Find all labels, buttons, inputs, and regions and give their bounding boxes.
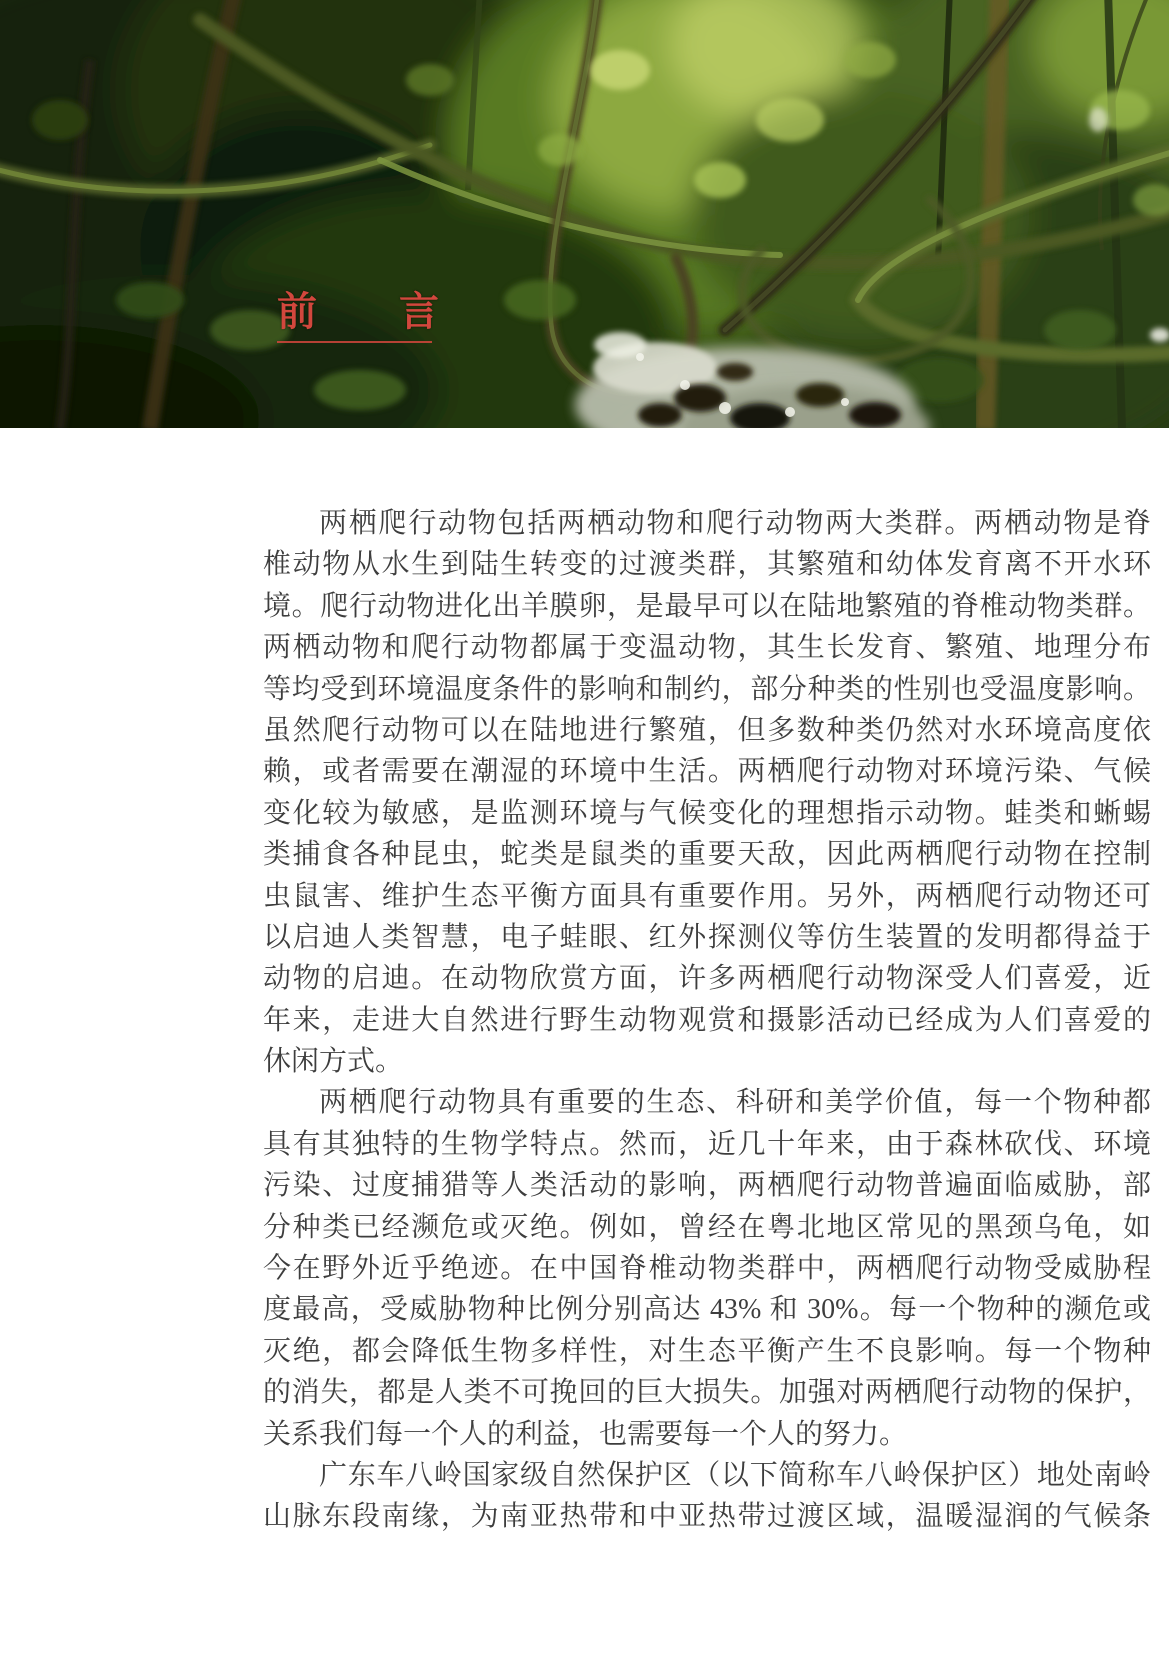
paragraph [263,1455,1151,1538]
text-line: 赖，或者需要在潮湿的环境中生活。两栖爬行动物对环境污染、气候 [263,756,1151,788]
text-line: 年来，走进大自然进行野生动物观赏和摄影活动已经成为人们喜爱的 [263,1004,1151,1036]
text-line: 两栖动物和爬行动物都属于变温动物，其生长发育、繁殖、地理分布 [263,632,1151,664]
forest-photo-illustration [0,0,1169,428]
text-line: 动物的启迪。在动物欣赏方面，许多两栖爬行动物深受人们喜爱，近 [263,963,1151,995]
paragraph [263,1082,1151,1455]
text-line: 今在野外近乎绝迹。在中国脊椎动物类群中，两栖爬行动物受威胁程 [263,1253,1151,1285]
text-line: 灭绝，都会降低生物多样性，对生态平衡产生不良影响。每一个物种 [263,1335,1151,1367]
text-line: 具有其独特的生物学特点。然而，近几十年来，由于森林砍伐、环境 [263,1128,1151,1160]
text-line: 关系我们每一个人的利益，也需要每一个人的努力。 [263,1418,908,1450]
text-line: 变化较为敏感，是监测环境与气候变化的理想指示动物。蛙类和蜥蜴 [263,797,1151,829]
text-line: 两栖爬行动物具有重要的生态、科研和美学价值，每一个物种都 [319,1087,1151,1119]
text-line: 虽然爬行动物可以在陆地进行繁殖，但多数种类仍然对水环境高度依 [263,714,1151,746]
text-line: 度最高，受威胁物种比例分别高达 43% 和 30%。每一个物种的濒危或 [263,1294,1151,1326]
preface-title: 前言 [277,289,521,334]
paragraph [263,503,1151,1082]
text-line: 等均受到环境温度条件的影响和制约，部分种类的性别也受温度影响。 [263,673,1151,705]
text-line: 两栖爬行动物包括两栖动物和爬行动物两大类群。两栖动物是脊 [319,508,1151,539]
forest-photo [0,0,1169,428]
text-line: 类捕食各种昆虫，蛇类是鼠类的重要天敌，因此两栖爬行动物在控制 [263,839,1151,871]
text-line: 椎动物从水生到陆生转变的过渡类群，其繁殖和幼体发育离不开水环 [263,549,1151,581]
text-line: 山脉东段南缘，为南亚热带和中亚热带过渡区域，温暖湿润的气候条 [263,1501,1151,1533]
text-line: 分种类已经濒危或灭绝。例如，曾经在粤北地区常见的黑颈乌龟，如 [263,1211,1151,1243]
preface-title-underline [277,341,432,343]
text-line: 的消失，都是人类不可挽回的巨大损失。加强对两栖爬行动物的保护， [263,1377,1151,1409]
text-line: 境。爬行动物进化出羊膜卵，是最早可以在陆地繁殖的脊椎动物类群。 [263,590,1151,622]
body-text [263,503,1151,1538]
text-line: 广东车八岭国家级自然保护区（以下简称车八岭保护区）地处南岭 [319,1459,1151,1491]
text-line: 虫鼠害、维护生态平衡方面具有重要作用。另外，两栖爬行动物还可 [263,880,1151,912]
text-line: 以启迪人类智慧，电子蛙眼、红外探测仪等仿生装置的发明都得益于 [263,921,1151,953]
text-line: 污染、过度捕猎等人类活动的影响，两栖爬行动物普遍面临威胁，部 [263,1170,1151,1202]
text-line: 休闲方式。 [263,1046,404,1078]
